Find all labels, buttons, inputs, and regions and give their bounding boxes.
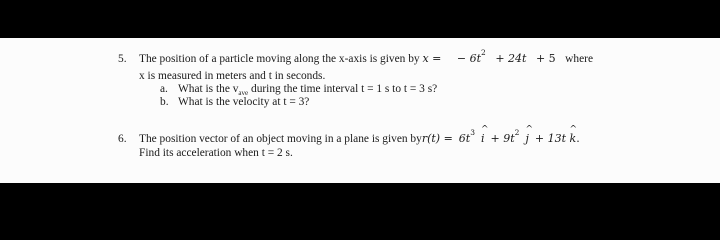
problem-6-eq-lhs: r(t) =	[421, 132, 453, 145]
problem-6-eq-unit-i: ^ i	[481, 132, 485, 146]
problem-5-eq-term3: + 5	[535, 52, 556, 65]
problem-6-eq-unit-k: ^ k	[570, 132, 577, 146]
problem-5a-label: a.	[160, 83, 168, 95]
problem-5-stem	[139, 48, 593, 67]
problem-6-eq-exponent2: 2	[514, 128, 520, 137]
problem-5-stem-text: The position of a particle moving along the x-axis is given by	[139, 53, 420, 65]
problem-5a-text-after: during the time interval t = 1 s to t = 3 s?	[251, 83, 438, 95]
problem-6-eq-exponent1: 3	[470, 128, 475, 137]
problem-6-eq-term3: + 13t	[534, 132, 567, 145]
problem-5-continuation: x is measured in meters and t in seconds.	[139, 70, 326, 82]
problem-6-stem-text: The position vector of an object moving in a plane is given by	[139, 133, 422, 145]
problem-5-eq-term2: + 24t	[495, 52, 527, 65]
problem-6-eq-term2: + 9t	[490, 132, 515, 145]
problem-6-eq-unit-j: ^ j	[525, 132, 528, 146]
problem-6-equation	[421, 128, 580, 145]
problem-5-where: where	[565, 53, 593, 65]
problem-5b-text: What is the velocity at t = 3?	[178, 96, 310, 108]
problem-5-eq-lhs: x =	[422, 52, 442, 65]
problem-5-eq-sign: −	[456, 52, 467, 65]
problem-5-number: 5.	[118, 53, 127, 65]
problem-5-eq-exponent: 2	[481, 48, 486, 57]
problem-6-stem	[139, 128, 580, 147]
problem-5a-subscript: ave	[238, 89, 249, 97]
problem-6-continuation: Find its acceleration when t = 2 s.	[139, 147, 293, 159]
problem-5a-text-before: What is the v	[178, 83, 239, 95]
problem-6-eq-end: .	[576, 132, 580, 145]
document-page	[0, 38, 720, 183]
problem-6-number: 6.	[118, 133, 127, 145]
problem-5-equation	[422, 48, 559, 65]
problem-5b-label: b.	[160, 96, 169, 108]
problem-5-eq-term1: 6t	[469, 52, 482, 65]
problem-6-eq-term1: 6t	[458, 132, 471, 145]
